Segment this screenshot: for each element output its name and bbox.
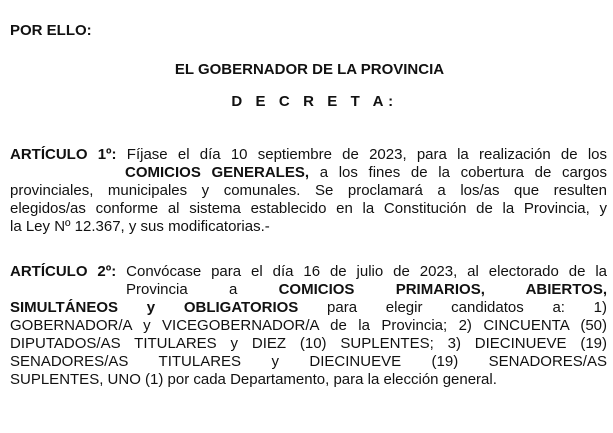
articulo-2-line-6: SENADORES/AS TITULARES y DIECINUEVE (19) SENADORES/AS (10, 353, 607, 370)
articulo-2-label: ARTÍCULO 2º: (10, 263, 117, 280)
comicios-generales: COMICIOS GENERALES, (125, 164, 310, 181)
articulo-2-text-3: para elegir candidatos a: 1) (327, 299, 607, 316)
articulo-2-line-3 (10, 299, 607, 317)
articulo-2-line-7: SUPLENTES, UNO (1) por cada Departamento, para la elección general. (10, 371, 497, 388)
articulo-2-line-2 (10, 281, 607, 299)
articulo-1-line-5: la Ley Nº 12.367, y sus modificatorias.- (10, 218, 270, 235)
articulo-2-text-1: Convócase para el día 16 de julio de 2023, al electorado de la (126, 263, 607, 280)
gobernador-heading: EL GOBERNADOR DE LA PROVINCIA (174, 61, 445, 78)
por-ello-heading: POR ELLO: (10, 22, 92, 39)
decreta-heading: D E C R E T A: (231, 93, 398, 110)
articulo-2 (10, 263, 607, 389)
articulo-1-text-2: a los fines de la cobertura de cargos (319, 164, 607, 181)
articulo-2-line-5: DIPUTADOS/AS TITULARES y DIEZ (10) SUPLENTES; 3) DIECINUEVE (19) (10, 335, 607, 352)
articulo-2-line-4: GOBERNADOR/A y VICEGOBERNADOR/A de la Provincia; 2) CINCUENTA (50) (10, 317, 607, 334)
articulo-1-line-1 (10, 146, 607, 164)
articulo-1-line-3: provinciales, municipales y comunales. Se proclamará a los/as que resulten (10, 182, 607, 199)
simultaneos-obligatorios: SIMULTÁNEOS y OBLIGATORIOS (10, 299, 299, 316)
articulo-2-text-2: Provincia a (126, 281, 238, 298)
articulo-1 (10, 146, 607, 236)
articulo-1-text-1: Fíjase el día 10 septiembre de 2023, para la realización de los (126, 146, 607, 163)
articulo-1-label: ARTÍCULO 1º: (10, 146, 117, 163)
articulo-1-line-4: elegidos/as conforme al sistema establecido en la Constitución de la Provincia, y (10, 200, 607, 217)
comicios-primarios: COMICIOS PRIMARIOS, ABIERTOS, (278, 281, 607, 298)
articulo-1-line-2 (10, 164, 607, 182)
articulo-2-line-1 (10, 263, 607, 281)
